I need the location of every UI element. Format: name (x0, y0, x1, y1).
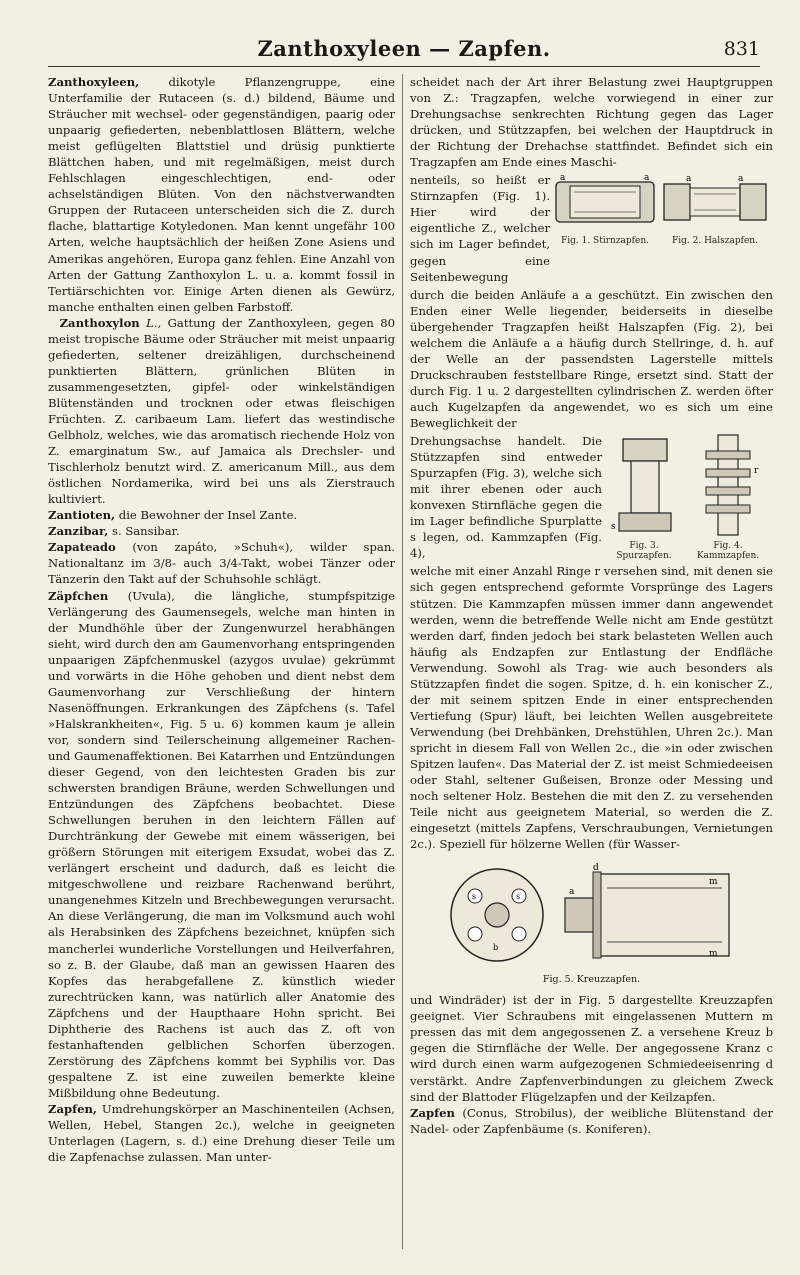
page-number: 831 (723, 38, 760, 60)
figure-2-caption: Fig. 2. Halszapfen. (672, 236, 758, 247)
svg-text:b: b (492, 943, 498, 953)
entry-text: (von zapáto, »Schuh«), wilder span. Nationaltanz im 3/8- auch 3/4-Takt, wobei Tänzer oder Tänzerin den Takt auf der Schuhsohle schlägt. (48, 540, 395, 587)
column-divider (402, 74, 403, 1249)
entry-headword: Zanthoxyleen, (48, 75, 140, 89)
svg-text:a: a (560, 173, 566, 184)
svg-text:m: m (708, 877, 718, 888)
paragraph-halszapfen: durch die beiden Anläufe a a geschützt. Ein zwischen den Enden einer Welle liegender, beiderseits in dieselbe übergehender Tragzapfen heißt Halszapfen (Fig. 2), bei welchem die Anläufe a a häufig durch Stellringe, d. h. auf der Welle an der passendsten Lagerstelle mittels Druckschrauben feststellbare Ringe, ersetzt sind. Statt der durch Fig. 1 u. 2 dargestellten cylindrischen Z. werden öfter auch Kugelzapfen da angewendet, wo es sich um eine Beweglichkeit der (410, 287, 773, 430)
entry-zaepfchen (48, 588, 395, 1102)
fig3-4-row (410, 433, 773, 561)
page-header (48, 36, 760, 67)
fig1-2-row (410, 172, 773, 284)
svg-text:d: d (592, 863, 599, 874)
entry-text: die Bewohner der Insel Zante. (115, 508, 298, 523)
svg-text:s: s (611, 522, 616, 533)
figure-3-caption: Fig. 3. Spurzapfen. (616, 541, 672, 562)
entry-headword: Zanzibar, (48, 524, 109, 539)
entry-zapfen-1 (48, 1101, 395, 1165)
entry-text: s. Sansibar. (108, 524, 180, 539)
entry-text: dikotyle Pflanzengruppe, eine Unterfamilie der Rutaceen (s. d.) bildend, Bäume und Sträucher mit wechsel- oder gegenständigen, paarig oder unpaarig gefiederten, nebenblattlosen Blättern, welche meist geflügelten Blattstiel und drüsig punktierte Blättchen haben, und mit regelmäßigen, meist durch Fehlschlagen eingeschlechtigen, end- oder achselständigen Blüten. Von den nächstverwandten Gruppen der Rutaceen unterscheiden sich die Z. durch flache, blattartige Kotyledonen. Man kennt ungefähr 100 Arten, welche hauptsächlich der heißen Zone Asiens und Amerikas angehören, Europa ganz fehlen. Eine Anzahl von Arten der Gattung Zanthoxylon L. u. a. kommt fossil in Tertiärschichten vor. Einige Arten dienen als Gewürz, manche enthalten einen gelben Farbstoff. (48, 75, 395, 314)
left-column (48, 74, 395, 1165)
entry-headword: Zantioten, (48, 508, 116, 523)
figure-1-caption: Fig. 1. Stirnzapfen. (561, 236, 649, 247)
entry-text: Umdrehungskörper an Maschinenteilen (Achsen, Wellen, Hebel, Stangen 2c.), welche in geeigneten Unterlagen (Lagern, s. d.) eine Drehung dieser Teile um die Zapfenachse zulassen. Man unter- (48, 1102, 395, 1165)
right-column (410, 74, 773, 1137)
entry-zapfen-2 (410, 1105, 773, 1137)
entry-text: (Uvula), die längliche, stumpfspitzige Verlängerung des Gaumensegels, welche man hinten in der Mundhöhle über der Zungenwurzel herabhängen sieht, wird durch den am Gaumenvorhang entspringenden unpaarigen Zäpfchenmuskel (azygos uvulae) gekrümmt und vorwärts in die Höhe gehoben und dient nebst dem Gaumenvorhang zur Verschließung der hintern Nasenöffnungen. Erkrankungen des Zäpfchens (s. Tafel »Halskrankheiten«, Fig. 5 u. 6) kommen kaum je allein vor, sondern sind Teilerscheinung allgemeiner Rachen- und Gaumenaffektionen. Bei Katarrhen und Entzündungen dieser Gegend, von den leichtesten Graden bis zur schwersten brandigen Bräune, werden Schwellungen und Entzündungen des Zäpfchens beobachtet. Diese Schwellungen beruhen in den leichtern Fällen auf Durchtränkung der Gewebe mit einem wässerigen, bei größern Störungen mit eiterigem Exsudat, wobei das Z. verlängert erscheint und dadurch, daß es leicht die mitgeschwollene und reizbare Rachenwand berührt, unangenehmes Kitzeln und Brechbewegungen verursacht. An diese Verlängerung, die man im Volksmund auch wohl als Herabsinken des Zäpfchens bezeichnet, knüpfen sich mancherlei wunderliche Vorstellungen und Heilverfahren, so z. B. der Glaube, daß man an gewissen Haaren des Kopfes das herabgefallene Z. künstlich wieder zurechtrücken kann, was natürlich aller Anatomie des Zäpfchens und der Haupthaare Hohn spricht. Bei Diphtherie des Rachens ist auch das Z. oft von festanhaftenden gelblichen Schorfen überzogen. Zerstörung des Zäpfchens kommt bei Syphilis vor. Das gespaltene Z. ist eine zuweilen bemerkte kleine Mißbildung ohne Bedeutung. (48, 588, 395, 1100)
entry-text: Gattung der Zanthoxyleen, gegen 80 meist tropische Bäume oder Sträucher mit meist unpaarig gefiederten, seltener dreizähligen, durchscheinend punktierten Blättern, grünlichen Blüten in zusammengesetzten, gipfel- oder winkelständigen Blütenständen und trocknen oder etwas fleischigen Früchten. Z. caribaeum Lam. liefert das westindische Gelbholz, welches, wie das aromatisch riechende Holz von Z. emarginatum Sw., auf Jamaica als Drechsler- und Tischlerholz benutzt wird. Z. americanum Mill., aus dem östlichen Nordamerika, wird bei uns als Zierstrauch kultiviert. (48, 315, 395, 507)
svg-text:a: a (644, 173, 650, 184)
entry-headword: Zapateado (48, 540, 116, 555)
page-title: Zanthoxyleen — Zapfen. (257, 36, 551, 61)
figure-5 (410, 860, 773, 988)
svg-text:r: r (754, 466, 759, 477)
svg-text:a: a (686, 174, 692, 185)
entry-author: L., (139, 315, 162, 330)
halszapfen-drawing (662, 172, 768, 234)
kreuzzapfen-drawing (447, 860, 737, 970)
entry-zanthoxyleen (48, 74, 395, 315)
entry-zapateado (48, 539, 395, 587)
figure-3 (602, 433, 686, 561)
svg-text:a: a (568, 887, 574, 898)
svg-text:a: a (738, 174, 744, 185)
entry-text: (Conus, Strobilus), der weibliche Blütenstand der Nadel- oder Zapfenbäume (s. Koniferen). (410, 1105, 773, 1136)
figure-1 (550, 172, 660, 246)
figure-5-caption: Fig. 5. Kreuzzapfen. (542, 974, 641, 986)
entry-headword: Zäpfchen (48, 588, 109, 603)
stirnzapfen-drawing (552, 172, 658, 234)
entry-zanzibar (48, 523, 395, 539)
entry-zanthoxylon (48, 315, 395, 508)
svg-text:s: s (471, 892, 476, 902)
paragraph-zapfen-cont: scheidet nach der Art ihrer Belastung zwei Hauptgruppen von Z.: Tragzapfen, welche vorwiegend in einer zur Drehungsachse senkrechten Richtung gegen das Lager drücken, und Stützzapfen, bei welchen der Hauptdruck in der Richtung der Drehachse stattfindet. Befindet sich ein Tragzapfen am Ende eines Maschi- (410, 75, 773, 170)
kammzapfen-drawing (692, 433, 764, 539)
figure-2 (660, 172, 770, 246)
spurzapfen-drawing (609, 433, 679, 539)
paragraph-stirnzapfen: nenteils, so heißt er Stirnzapfen (Fig. 1). Hier wird der eigentliche Z., welcher sich im Lager befindet, gegen eine Seitenbewegung (410, 173, 550, 284)
entry-zantioten (48, 507, 395, 523)
figure-4-caption: Fig. 4. Kammzapfen. (696, 541, 760, 562)
svg-text:s: s (515, 892, 520, 902)
svg-text:m: m (708, 949, 718, 960)
paragraph-stuetzzapfen: Drehungsachse handelt. Die Stützzapfen sind entweder Spurzapfen (Fig. 3), welche sich mit ihrer ebenen oder auch konvexen Stirnfläche gegen die im Lager befindliche Spurplatte s legen, od. Kammzapfen (Fig. 4), (410, 434, 602, 561)
entry-headword: Zanthoxylon (59, 315, 140, 330)
figure-4 (686, 433, 770, 561)
paragraph-kreuzzapfen: und Windräder) ist der in Fig. 5 dargestellte Kreuzzapfen geeignet. Vier Schraubens mit eingelassenen Muttern m pressen das mit dem angegossenen Z. a versehene Kreuz b gegen die Stirnfläche der Welle. Der angegossene Kranz c wird durch einen warm aufgezogenen Schmiedeeisenring d verstärkt. Andre Zapfenverbindungen zu gleichem Zweck sind der Blattoder Flügelzapfen und der Keilzapfen. (410, 993, 773, 1104)
entry-headword: Zapfen (410, 1105, 455, 1120)
paragraph-kammzapfen: welche mit einer Anzahl Ringe r versehen sind, mit denen sie sich gegen entsprechend geformte Vorsprünge des Lagers stützen. Die Kammzapfen müssen immer dann angewendet werden, wenn die betreffende Welle nicht am Ende gestützt werden darf, finden jedoch bei stark belasteten Wellen auch häufig als Endzapfen zur Entlastung der Endfläche Verwendung. Sowohl als Trag- wie auch besonders als Stützzapfen findet die sogen. Spitze, d. h. ein konischer Z., der mit seinem spitzen Ende in einer entsprechenden Vertiefung (Spur) läuft, bei leichten Wellen ausgebreitete Verwendung (bei Drehbänken, Drehstühlen, Uhren 2c.). Man spricht in diesem Fall von Wellen 2c., die »in oder zwischen Spitzen laufen«. Das Material der Z. ist meist Schmiedeeisen oder Stahl, seltener Gußeisen, Bronze oder Messing und noch seltener Holz. Bestehen die mit den Z. zu versehenden Teile nicht aus geeignetem Material, so werden die Z. eingesetzt (mittels Zapfens, Verschraubungen, Vernietungen 2c.). Speziell für hölzerne Wellen (für Wasser- (410, 564, 773, 852)
entry-headword: Zapfen, (48, 1102, 97, 1116)
